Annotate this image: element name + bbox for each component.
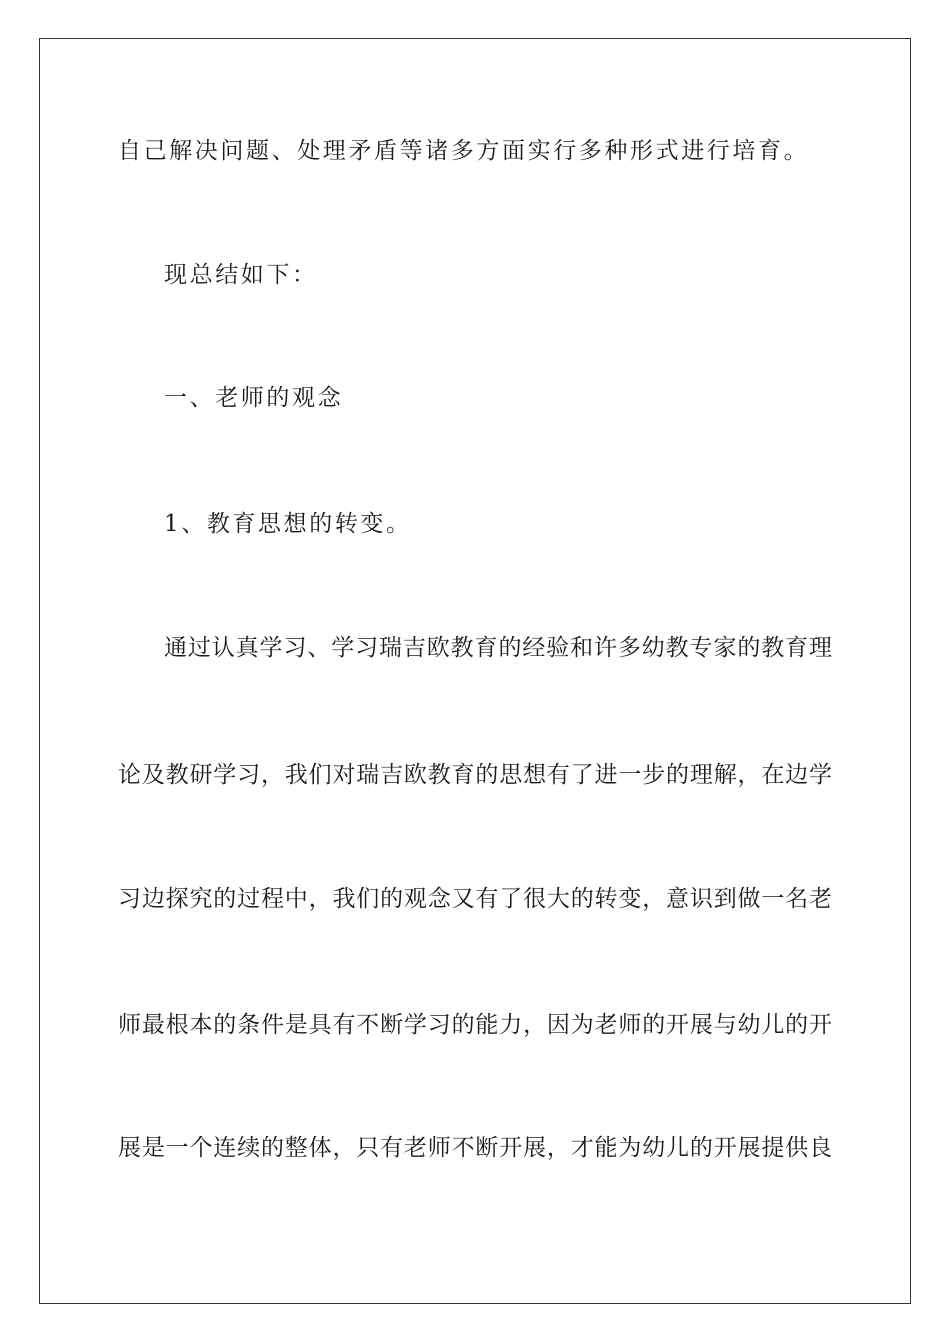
section-heading-1: 一、老师的观念 bbox=[164, 385, 344, 411]
paragraph-line-4: 习边探究的过程中，我们的观念又有了很大的转变，意识到做一名老 bbox=[118, 886, 832, 912]
paragraph-line-3: 论及教研学习，我们对瑞吉欧教育的思想有了进一步的理解，在边学 bbox=[118, 762, 832, 788]
paragraph-line-2: 通过认真学习、学习瑞吉欧教育的经验和许多幼教专家的教育理 bbox=[164, 635, 832, 661]
paragraph-line-5: 师最根本的条件是具有不断学习的能力，因为老师的开展与幼儿的开 bbox=[118, 1012, 832, 1038]
subsection-heading-1: 1、教育思想的转变。 bbox=[164, 511, 412, 537]
paragraph-line-6: 展是一个连续的整体，只有老师不断开展，才能为幼儿的开展提供良 bbox=[118, 1135, 832, 1161]
paragraph-line-1: 自己解决问题、处理矛盾等诸多方面实行多种形式进行培育。 bbox=[118, 138, 810, 164]
paragraph-summary-intro: 现总结如下： bbox=[164, 262, 318, 288]
page-border bbox=[39, 38, 911, 1304]
